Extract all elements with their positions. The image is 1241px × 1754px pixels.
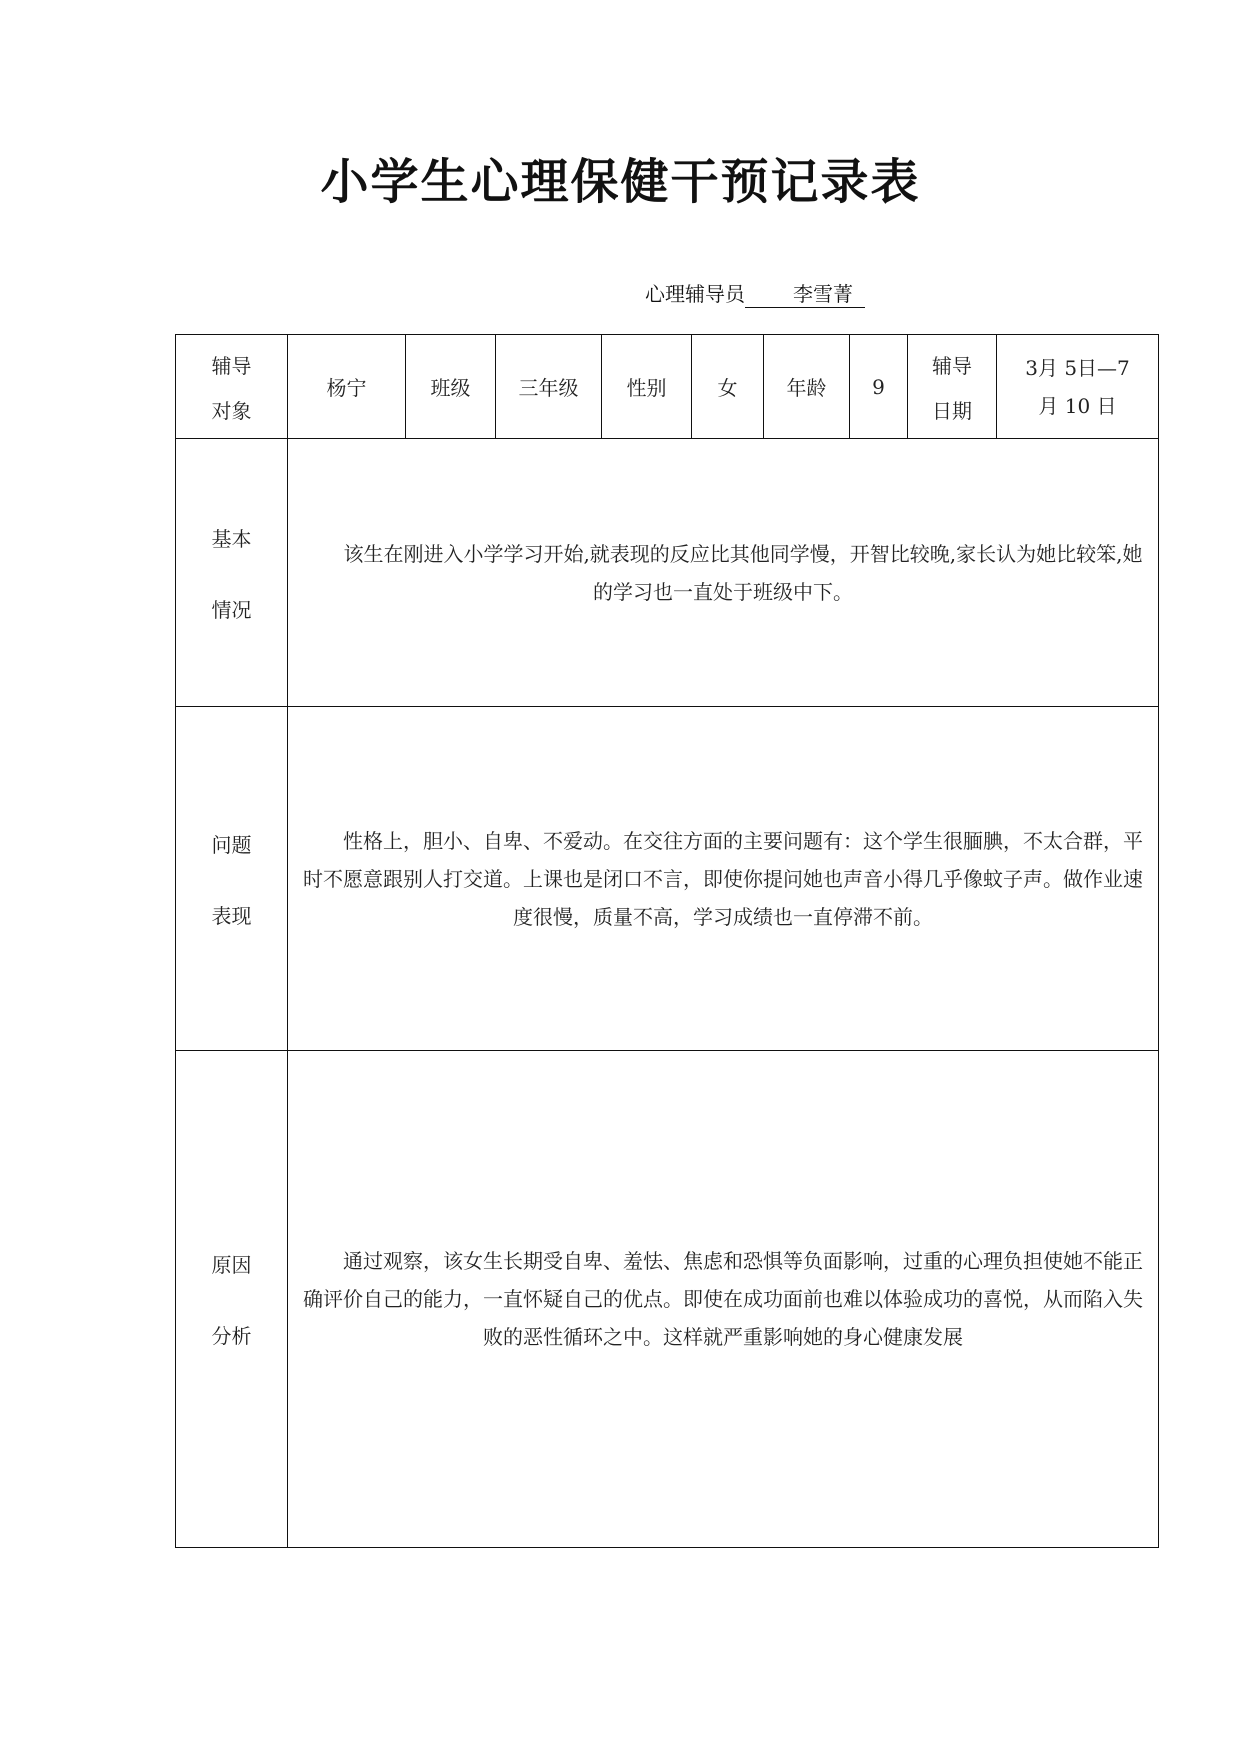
counselor-line (645, 280, 865, 308)
page-title: 小学生心理保健干预记录表 (320, 154, 921, 210)
date-label-line1: 辅导 (932, 353, 972, 378)
date-label-cell (908, 335, 997, 439)
gender-label: 性别 (602, 335, 692, 439)
section-content-cause (288, 1051, 1159, 1548)
section-text: 该生在刚进入小学学习开始,就表现的反应比其他同学慢，开智比较晚,家长认为她比较笨,她的学习也一直处于班级中下。 (343, 541, 1143, 604)
section-content-basic (288, 439, 1159, 707)
section-label-line2: 情况 (211, 597, 252, 622)
section-label-cell (176, 707, 288, 1051)
target-label-line2: 对象 (211, 398, 252, 423)
record-table (175, 334, 1159, 1548)
class-label: 班级 (406, 335, 496, 439)
date-value-line2: 月 10 日 (1038, 393, 1117, 418)
section-label-cell (176, 439, 288, 707)
date-value-cell (997, 335, 1159, 439)
student-name: 杨宁 (288, 335, 406, 439)
section-label-line1: 问题 (211, 832, 252, 857)
counselor-label: 心理辅导员 (645, 282, 745, 306)
section-row-cause (176, 1051, 1159, 1548)
section-label-line2: 分析 (211, 1324, 252, 1348)
age-label: 年龄 (764, 335, 850, 439)
section-label-line1: 基本 (211, 526, 252, 551)
age-value: 9 (850, 335, 908, 439)
date-value-line1: 3月 5日—7 (1025, 355, 1130, 380)
date-label-line2: 日期 (932, 398, 972, 423)
target-label-line1: 辅导 (211, 353, 252, 378)
target-label-cell (176, 335, 288, 439)
section-content-problem (288, 707, 1159, 1051)
section-text: 性格上，胆小、自卑、不爱动。在交往方面的主要问题有：这个学生很腼腆，不太合群，平时不愿意跟别人打交道。上课也是闭口不言，即使你提问她也声音小得几乎像蚊子声。做作业速度很慢，质量不高，学习成绩也一直停滞不前。 (303, 828, 1143, 929)
section-text: 通过观察，该女生长期受自卑、羞怯、焦虑和恐惧等负面影响，过重的心理负担使她不能正确评价自己的能力，一直怀疑自己的优点。即使在成功面前也难以体验成功的喜悦，从而陷入失败的恶性循环之中。这样就严重影响她的身心健康发展 (303, 1249, 1143, 1349)
gender-value: 女 (692, 335, 764, 439)
section-label-line2: 表现 (211, 903, 252, 928)
section-row-basic (176, 439, 1159, 707)
section-label-line1: 原因 (211, 1253, 252, 1277)
header-row (176, 335, 1159, 439)
section-label-cell (176, 1051, 288, 1548)
class-value: 三年级 (496, 335, 602, 439)
counselor-name: 李雪菁 (745, 281, 865, 308)
section-row-problem (176, 707, 1159, 1051)
